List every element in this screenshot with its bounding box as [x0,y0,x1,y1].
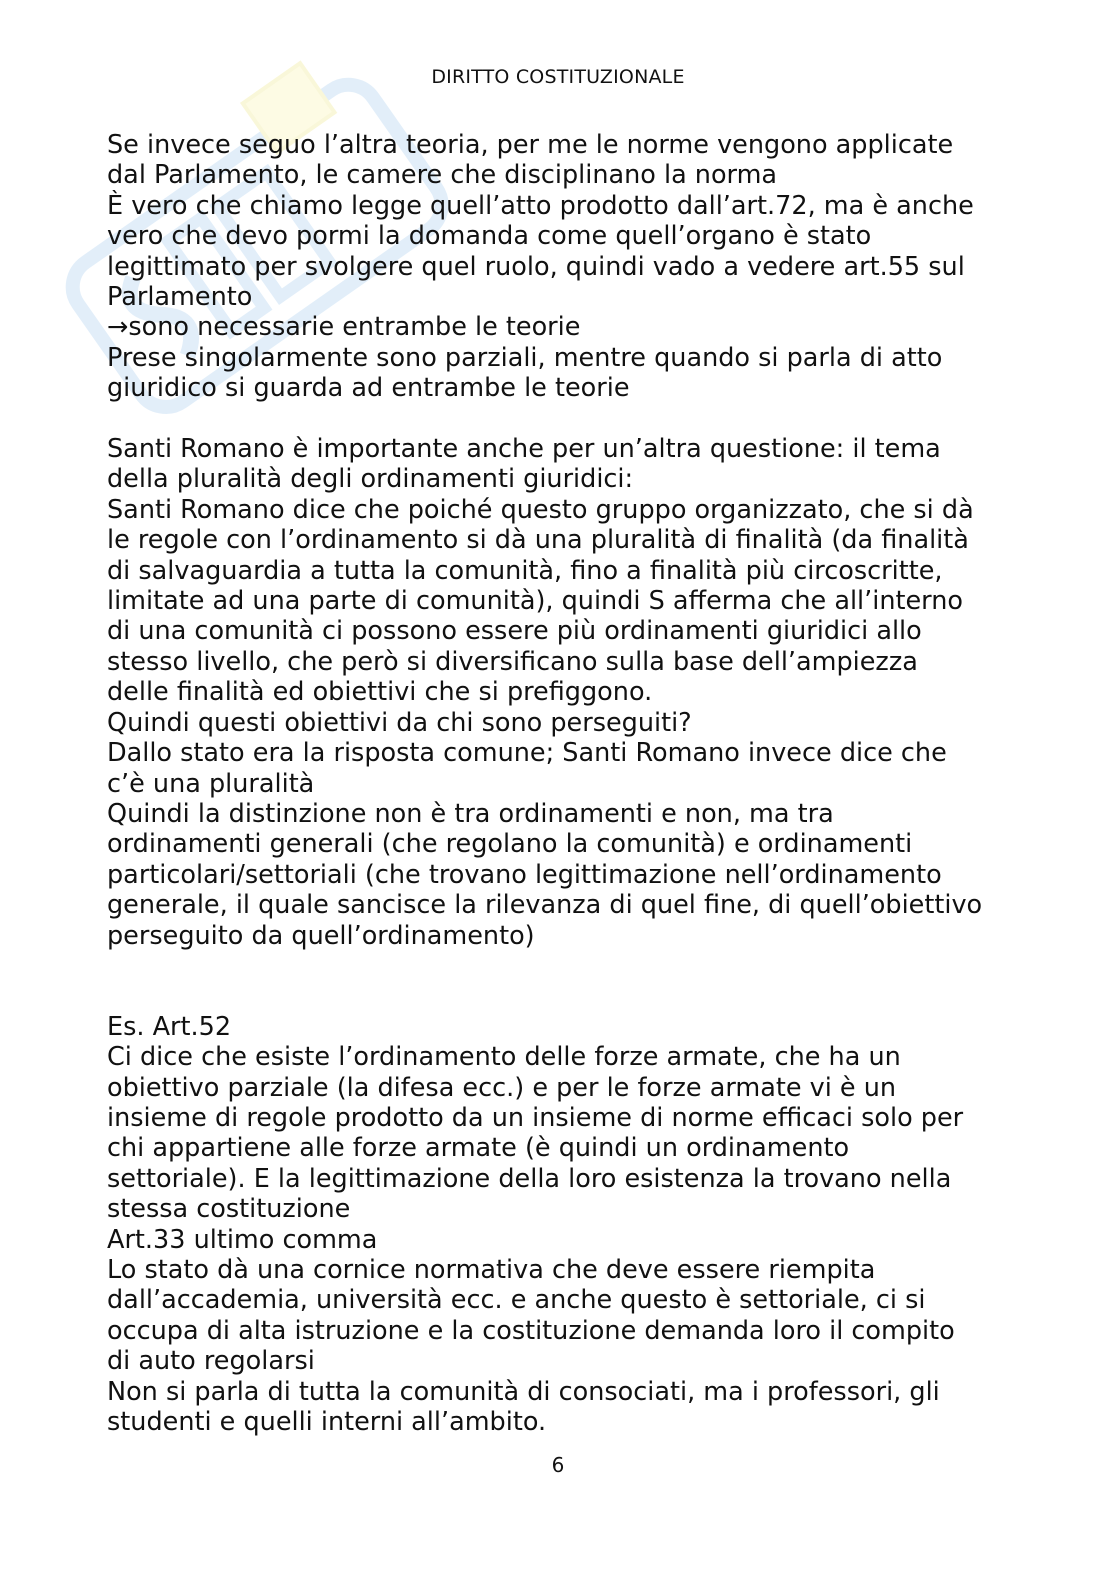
text-line: Non si parla di tutta la comunità di consociati, ma i professori, gli [107,1376,940,1407]
text-line: settoriale). E la legittimazione della loro esistenza la trovano nella [107,1163,952,1194]
text-line: stessa costituzione [107,1194,351,1225]
text-line: le regole con l’ordinamento si dà una pluralità di finalità (da finalità [107,525,969,556]
text-line: particolari/settoriali (che trovano legittimazione nell’ordinamento [107,859,942,890]
text-line: occupa di alta istruzione e la costituzione demanda loro il compito [107,1315,955,1346]
text-line: dal Parlamento, le camere che disciplinano la norma [107,160,778,191]
text-line: Art.33 ultimo comma [107,1224,378,1255]
text-line: di una comunità ci possono essere più ordinamenti giuridici allo [107,616,922,647]
text-line: Se invece seguo l’altra teoria, per me le norme vengono applicate [107,130,954,160]
text-line: di salvaguardia a tutta la comunità, fino a finalità più circoscritte, [107,555,943,586]
text-line: Prese singolarmente sono parziali, mentre quando si parla di atto [107,342,943,373]
text-line: limitate ad una parte di comunità), quindi S afferma che all’interno [107,586,963,617]
text-line: obiettivo parziale (la difesa ecc.) e per le forze armate vi è un [107,1072,897,1103]
text-line: dall’accademia, università ecc. e anche questo è settoriale, ci si [107,1285,926,1316]
text-line: chi appartiene alle forze armate (è quindi un ordinamento [107,1133,850,1164]
text-line: legittimato per svolgere quel ruolo, quindi vado a vedere art.55 sul [107,251,965,282]
text-line: di auto regolarsi [107,1346,315,1377]
text-line: insieme di regole prodotto da un insieme di norme efficaci solo per [107,1102,964,1133]
text-line: studenti e quelli interni all’ambito. [107,1407,547,1438]
text-line: Santi Romano è importante anche per un’altra questione: il tema [107,434,941,465]
text-line: Es. Art.52 [107,1011,232,1042]
text-line: Quindi questi obiettivi da chi sono perseguiti? [107,707,692,738]
page-header: DIRITTO COSTITUZIONALE [431,66,685,88]
text-line: Dallo stato era la risposta comune; Santi Romano invece dice che [107,738,947,769]
text-line: perseguito da quell’ordinamento) [107,920,535,951]
text-line: vero che devo pormi la domanda come quell’organo è stato [107,221,872,252]
text-line: delle finalità ed obiettivi che si prefiggono. [107,677,653,708]
text-line: c’è una pluralità [107,768,315,799]
text-line: Ci dice che esiste l’ordinamento delle forze armate, che ha un [107,1042,901,1073]
text-line: È vero che chiamo legge quell’atto prodotto dall’art.72, ma è anche [107,190,974,221]
text-line: Lo stato dà una cornice normativa che deve essere riempita [107,1255,876,1285]
paragraph-gap [107,404,1067,434]
text-line: ordinamenti generali (che regolano la comunità) e ordinamenti [107,829,913,860]
text-line: giuridico si guarda ad entrambe le teorie [107,373,630,404]
text-line: Santi Romano dice che poiché questo gruppo organizzato, che si dà [107,494,974,525]
text-line: generale, il quale sancisce la rilevanza di quel fine, di quell’obiettivo [107,890,983,921]
text-line: Quindi la distinzione non è tra ordinamenti e non, ma tra [107,798,834,829]
text-line: →sono necessarie entrambe le teorie [107,312,581,343]
text-line: stesso livello, che però si diversificano sulla base dell’ampiezza [107,646,918,677]
text-line: Parlamento [107,282,253,313]
text-line: della pluralità degli ordinamenti giuridici: [107,464,634,495]
paragraph-gap [107,951,1067,1012]
page-number: 6 [551,1453,565,1477]
body-text [107,130,1067,1437]
